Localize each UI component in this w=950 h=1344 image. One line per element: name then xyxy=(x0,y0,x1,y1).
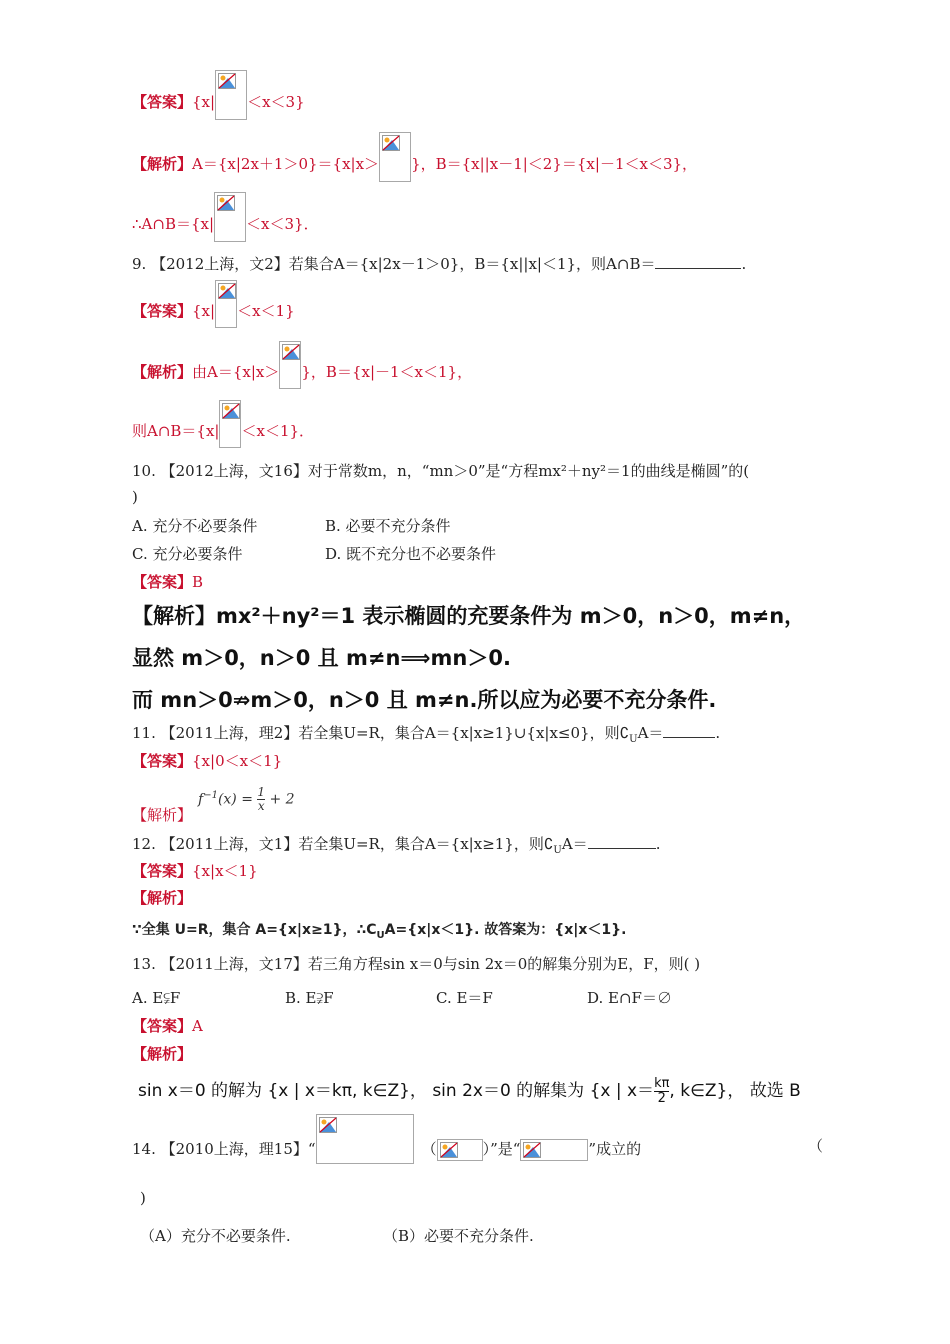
q10-option-b: B. 必要不充分条件 xyxy=(325,517,451,535)
fraction-denominator: x xyxy=(257,799,265,814)
answer-label: 【答案】 xyxy=(132,862,193,880)
conclusion-text: ∴A∩B＝{x| xyxy=(132,215,215,233)
analysis-text: }，B＝{x||x－1|＜2}＝{x|－1＜x＜3}， xyxy=(411,155,698,173)
answer-value: {x|0＜x＜1} xyxy=(192,752,283,770)
q10-option-a: A. 充分不必要条件 xyxy=(132,517,258,535)
q14-option-b: （B）必要不充分条件. xyxy=(383,1227,534,1245)
analysis-text: }，B＝{x|－1＜x＜1}， xyxy=(301,363,473,381)
conclusion-text: ＜x＜3}． xyxy=(246,215,319,233)
question-text: 9. 【2012上海，文2】若集合A＝{x|2x－1＞0}，B＝{x||x|＜1}，则A∩B＝ xyxy=(132,255,656,273)
formula-fraction xyxy=(257,786,265,813)
q14-question-end: ) xyxy=(140,1189,146,1207)
complement-subscript: U xyxy=(553,845,562,856)
analysis-text: , k∈Z}， 故选 B xyxy=(669,1081,801,1101)
answer-text: ＜x＜3} xyxy=(247,93,305,111)
q13-option-d: D. E∩F＝∅ xyxy=(587,989,672,1007)
q14-question xyxy=(132,1136,641,1164)
missing-image-icon xyxy=(520,1139,588,1161)
question-text: A＝ xyxy=(637,724,664,742)
formula-text: + 2 xyxy=(265,791,295,808)
q9-answer-line xyxy=(132,296,295,328)
q9-conclusion-line xyxy=(132,416,314,448)
q11-formula xyxy=(198,786,295,813)
missing-image-icon xyxy=(316,1114,414,1164)
q11-analysis-label: 【解析】 xyxy=(132,806,193,824)
missing-image-icon xyxy=(215,280,237,328)
q11-answer-line xyxy=(132,751,282,771)
question-end: . xyxy=(741,255,747,273)
answer-label: 【答案】 xyxy=(132,573,193,591)
q13-option-a: A. E⫋F xyxy=(132,989,181,1007)
question-text: （ xyxy=(421,1140,437,1158)
q13-analysis-text xyxy=(138,1074,801,1108)
missing-image-icon xyxy=(437,1139,483,1161)
q13-answer-line xyxy=(132,1016,203,1036)
question-number: 14. 【2010上海，理15】 xyxy=(132,1140,308,1158)
q10-question-end: ) xyxy=(132,488,138,506)
q8-answer-line xyxy=(132,86,305,120)
missing-image-icon xyxy=(279,341,301,389)
analysis-text: ∵全集 U=R，集合 A={x|x≥1}，∴C xyxy=(132,922,377,938)
q14-paren-right: （ xyxy=(808,1137,824,1155)
question-text: 12. 【2011上海，文1】若全集U=R，集合A＝{x|x≥1}，则∁ xyxy=(132,835,554,853)
q9-analysis-line xyxy=(132,357,472,389)
q12-analysis-text xyxy=(132,920,626,946)
fraction-numerator: kπ xyxy=(654,1075,670,1091)
answer-text: {x| xyxy=(192,93,216,111)
answer-blank xyxy=(588,834,656,849)
formula-text: (x) = xyxy=(217,791,258,808)
answer-value: A xyxy=(192,1017,203,1035)
question-text: ）”是“ xyxy=(482,1140,521,1158)
analysis-text: A={x|x＜1}. 故答案为：{x|x＜1}. xyxy=(384,922,627,938)
q13-option-b: B. E⫌F xyxy=(285,989,334,1007)
analysis-text: sin x＝0 的解为 {x | x＝kπ, k∈Z}， sin 2x＝0 的解集为 {x | x＝ xyxy=(138,1081,655,1101)
answer-label: 【答案】 xyxy=(132,93,193,111)
answer-value: {x|x＜1} xyxy=(192,862,258,880)
q8-analysis-line xyxy=(132,148,697,182)
q10-answer-line xyxy=(132,572,203,592)
question-text: A＝ xyxy=(561,835,588,853)
q10-analysis-line-3: 而 mn＞0⇏m＞0，n＞0 且 m≠n.所以应为必要不充分条件. xyxy=(132,688,717,712)
question-text: ”成立的 xyxy=(588,1140,642,1158)
answer-label: 【答案】 xyxy=(132,752,193,770)
q10-option-d: D. 既不充分也不必要条件 xyxy=(325,545,497,563)
formula-text: f xyxy=(198,791,204,808)
q14-option-a: （A）充分不必要条件. xyxy=(140,1227,291,1245)
missing-image-icon xyxy=(219,400,241,448)
analysis-text: 由A＝{x|x＞ xyxy=(192,363,280,381)
conclusion-text: 则A∩B＝{x| xyxy=(132,422,220,440)
missing-image-icon xyxy=(214,192,246,242)
q8-conclusion-line xyxy=(132,208,319,242)
q13-option-c: C. E＝F xyxy=(436,989,493,1007)
complement-subscript: U xyxy=(629,734,638,745)
question-end: . xyxy=(655,835,661,853)
q11-question xyxy=(132,723,720,750)
answer-blank xyxy=(655,254,741,269)
formula-sup: −1 xyxy=(203,790,218,801)
fraction-numerator: 1 xyxy=(257,785,266,800)
q9-question xyxy=(132,254,746,274)
q13-analysis-label: 【解析】 xyxy=(132,1045,193,1063)
fraction-denominator: 2 xyxy=(657,1090,666,1106)
q12-answer-line xyxy=(132,861,258,881)
question-text: “ xyxy=(307,1140,316,1158)
q10-question: 10. 【2012上海，文16】对于常数m，n，“mn＞0”是“方程mx²＋ny²＝1的曲线是椭圆”的( xyxy=(132,462,750,480)
analysis-label: 【解析】 xyxy=(132,363,193,381)
q13-question: 13. 【2011上海，文17】若三角方程sin x＝0与sin 2x＝0的解集分别为E，F，则( ) xyxy=(132,955,701,973)
q10-option-c: C. 充分必要条件 xyxy=(132,545,243,563)
analysis-text: A＝{x|2x＋1＞0}＝{x|x＞ xyxy=(192,155,380,173)
answer-blank xyxy=(663,723,715,738)
missing-image-icon xyxy=(379,132,411,182)
missing-image-icon xyxy=(215,70,247,120)
answer-text: {x| xyxy=(192,302,216,320)
analysis-subscript: U xyxy=(376,929,385,941)
answer-value: B xyxy=(192,573,204,591)
q10-analysis-line-1: 【解析】mx²＋ny²＝1 表示椭圆的充要条件为 m＞0，n＞0，m≠n， xyxy=(132,604,806,628)
answer-label: 【答案】 xyxy=(132,1017,193,1035)
conclusion-text: ＜x＜1}． xyxy=(241,422,315,440)
answer-label: 【答案】 xyxy=(132,302,193,320)
question-end: . xyxy=(715,724,721,742)
analysis-label: 【解析】 xyxy=(132,155,193,173)
q12-question xyxy=(132,834,660,861)
answer-text: ＜x＜1} xyxy=(237,302,295,320)
q10-analysis-line-2: 显然 m＞0，n＞0 且 m≠n⟹mn＞0. xyxy=(132,646,511,670)
analysis-fraction xyxy=(654,1077,669,1106)
q12-analysis-label: 【解析】 xyxy=(132,889,193,907)
question-text: 11. 【2011上海，理2】若全集U=R，集合A＝{x|x≥1}∪{x|x≤0}，则∁ xyxy=(132,724,630,742)
